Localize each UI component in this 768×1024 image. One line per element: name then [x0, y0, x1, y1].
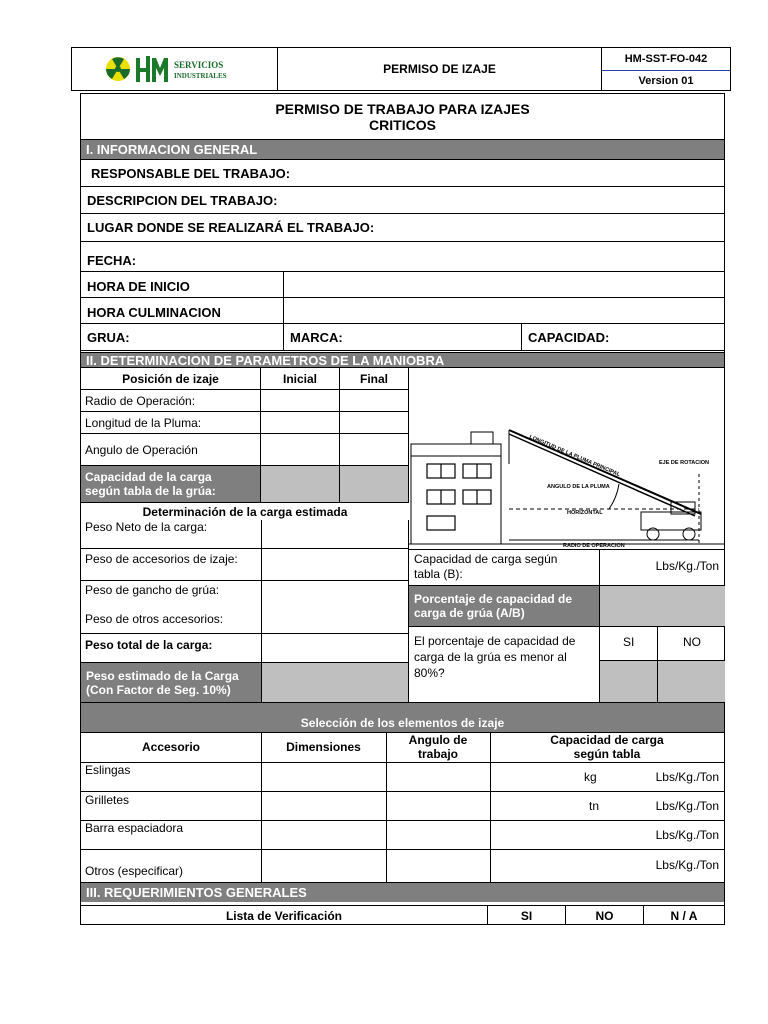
company-logo [100, 52, 250, 86]
det-carga-header [81, 502, 409, 520]
row-grilletes-field[interactable] [262, 792, 386, 820]
col-angulo-2: trabajo [417, 747, 458, 761]
porc-label-2: carga de grúa (A/B) [414, 606, 525, 620]
row-grilletes-unit-left: tn [589, 799, 600, 813]
col-final: Final [359, 371, 388, 386]
permit-form [80, 93, 725, 925]
selection-table [81, 732, 724, 882]
row-otros-unit: Lbs/Kg./Ton [655, 858, 719, 872]
section3-header [81, 882, 724, 902]
peso-gancho-field[interactable] [262, 581, 408, 633]
checklist-no: NO [566, 906, 644, 925]
porc-label-1: Porcentaje de capacidad de [414, 592, 573, 606]
peso-est-label-1: Peso estimado de la Carga [86, 668, 239, 683]
section2-title: II. DETERMINACION DE PARAMETROS DE LA MANIOBRA [86, 352, 445, 368]
row-barra-field[interactable] [262, 821, 386, 849]
checklist-title: Lista de Verificación [81, 906, 488, 925]
cap-carga-label-1: Capacidad de la carga [85, 470, 212, 484]
grua-label: GRUA: [87, 329, 130, 345]
responsable-row[interactable] [81, 160, 724, 187]
descripcion-row[interactable] [81, 187, 724, 214]
code-cell [601, 47, 731, 91]
hora-inicio-field[interactable] [284, 272, 724, 297]
checklist-na: N / A [670, 908, 698, 923]
load-table [81, 520, 409, 702]
marca-label: MARCA: [290, 329, 343, 345]
doc-title-line2: CRITICOS [369, 116, 436, 133]
fecha-label: FECHA: [87, 253, 137, 268]
col-accesorio: Accesorio [141, 740, 201, 754]
hora-fin-label: HORA CULMINACION [87, 305, 221, 320]
row-eslingas-unit: Lbs/Kg./Ton [655, 770, 719, 784]
peso-total-label: Peso total de la carga: [85, 638, 213, 652]
form-version: Version 01 [638, 74, 694, 87]
porc-question-3: 80%? [414, 666, 445, 680]
cap-tabla-unit: Lbs/Kg./Ton [655, 559, 719, 573]
logo-text-2: INDUSTRIALES [173, 72, 227, 80]
row-eslingas-unit-left: kg [584, 770, 597, 784]
hora-inicio-row [81, 272, 724, 298]
cap-tabla-label-2: tabla (B): [414, 567, 463, 581]
col-capacidad-1: Capacidad de carga [550, 733, 664, 747]
radio-final[interactable] [340, 390, 409, 411]
form-code: HM-SST-FO-042 [624, 53, 708, 65]
col-capacidad-2: según tabla [573, 747, 641, 761]
responsable-label: RESPONSABLE DEL TRABAJO: [91, 165, 291, 181]
cap-carga-label-2: según tabla de la grúa: [85, 484, 216, 498]
lugar-label: LUGAR DONDE SE REALIZARÁ EL TRABAJO: [87, 220, 375, 235]
grua-row [81, 324, 724, 351]
checklist-header [81, 905, 724, 924]
peso-gancho-label: Peso de gancho de grúa: [85, 583, 220, 597]
porc-question-1: El porcentaje de capacidad de [414, 634, 576, 648]
longitud-label: Longitud de la Pluma: [85, 415, 202, 430]
grua-field[interactable] [81, 324, 284, 350]
cap-carga-inicial[interactable] [261, 466, 340, 502]
section1-header [81, 140, 724, 160]
section2-header [81, 352, 724, 368]
row-otros-label: Otros (especificar) [85, 864, 184, 878]
porc-si-checkbox[interactable] [600, 661, 657, 702]
porc-no-checkbox[interactable] [658, 661, 725, 702]
selection-title: Selección de los elementos de izaje [300, 716, 505, 730]
hora-fin-field[interactable] [284, 298, 724, 323]
capacidad-field[interactable] [522, 324, 724, 350]
descripcion-label: DESCRIPCION DEL TRABAJO: [87, 192, 278, 208]
crane-diagram [409, 424, 725, 549]
checklist-si: SI [488, 906, 566, 925]
porc-question-2: carga de la grúa es menor al [414, 650, 567, 664]
row-grilletes-unit: Lbs/Kg./Ton [655, 799, 719, 813]
diagram-radio-label: RADIO DE OPERACION [563, 543, 625, 549]
peso-acc-field[interactable] [262, 549, 408, 580]
section1-title: I. INFORMACION GENERAL [86, 142, 258, 157]
logo-text-1: SERVICIOS [173, 60, 223, 70]
selection-header [81, 702, 724, 732]
doc-title [81, 94, 724, 140]
row-barra-label: Barra espaciadora [85, 821, 184, 835]
doc-title-line1: PERMISO DE TRABAJO PARA IZAJES [275, 100, 530, 117]
cap-carga-final[interactable] [340, 466, 409, 502]
det-carga-title: Determinación de la carga estimada [142, 504, 348, 519]
col-dimensiones: Dimensiones [286, 740, 361, 754]
longitud-inicial[interactable] [261, 412, 340, 433]
porc-si-label: SI [623, 635, 635, 649]
form-title: PERMISO DE IZAJE [383, 62, 496, 76]
radio-label: Radio de Operación: [85, 393, 196, 408]
section3-title: III. REQUERIMIENTOS GENERALES [86, 885, 307, 900]
row-eslingas-label: Eslingas [85, 763, 131, 777]
diagram-horizontal-label: HORIZONTAL [567, 510, 603, 516]
peso-otros-label: Peso de otros accesorios: [85, 612, 224, 626]
row-grilletes-label: Grilletes [85, 793, 130, 807]
diagram-eje-label: EJE DE ROTACION [659, 460, 710, 466]
radio-inicial[interactable] [261, 390, 340, 411]
peso-est-label-2: (Con Factor de Seg. 10%) [86, 682, 231, 697]
hora-fin-row [81, 298, 724, 324]
logo-cell [71, 47, 278, 91]
cap-tabla-label-1: Capacidad de carga según [414, 552, 558, 566]
diagram-angulo-label: ANGULO DE LA PLUMA [547, 484, 610, 490]
angulo-label: Angulo de Operación [85, 442, 198, 457]
row-eslingas-field[interactable] [262, 763, 386, 791]
peso-neto-field[interactable] [262, 520, 408, 548]
porc-field[interactable] [600, 586, 725, 626]
peso-total-field[interactable] [262, 634, 408, 662]
diagram-longitud-label: LONGITUD DE LA PLUMA PRINCIPAL [528, 434, 621, 479]
lugar-row[interactable] [81, 214, 724, 242]
row-otros-field[interactable] [262, 850, 386, 882]
peso-acc-label: Peso de accesorios de izaje: [85, 552, 238, 566]
marca-field[interactable] [284, 324, 522, 350]
fecha-row[interactable] [81, 242, 724, 272]
longitud-final[interactable] [340, 412, 409, 433]
form-title-cell [277, 47, 602, 91]
col-inicial: Inicial [282, 371, 317, 386]
porc-no-label: NO [683, 635, 701, 649]
col-posicion: Posición de izaje [122, 371, 219, 386]
peso-est-field[interactable] [262, 663, 408, 702]
row-barra-unit: Lbs/Kg./Ton [655, 828, 719, 842]
angulo-inicial[interactable] [261, 434, 340, 465]
peso-neto-label: Peso Neto de la carga: [85, 520, 208, 534]
capacidad-label: CAPACIDAD: [528, 329, 610, 345]
angulo-final[interactable] [340, 434, 409, 465]
params-table [81, 368, 409, 502]
col-angulo-1: Angulo de [408, 733, 468, 747]
hora-inicio-label: HORA DE INICIO [87, 279, 190, 294]
capacity-block [409, 549, 725, 702]
